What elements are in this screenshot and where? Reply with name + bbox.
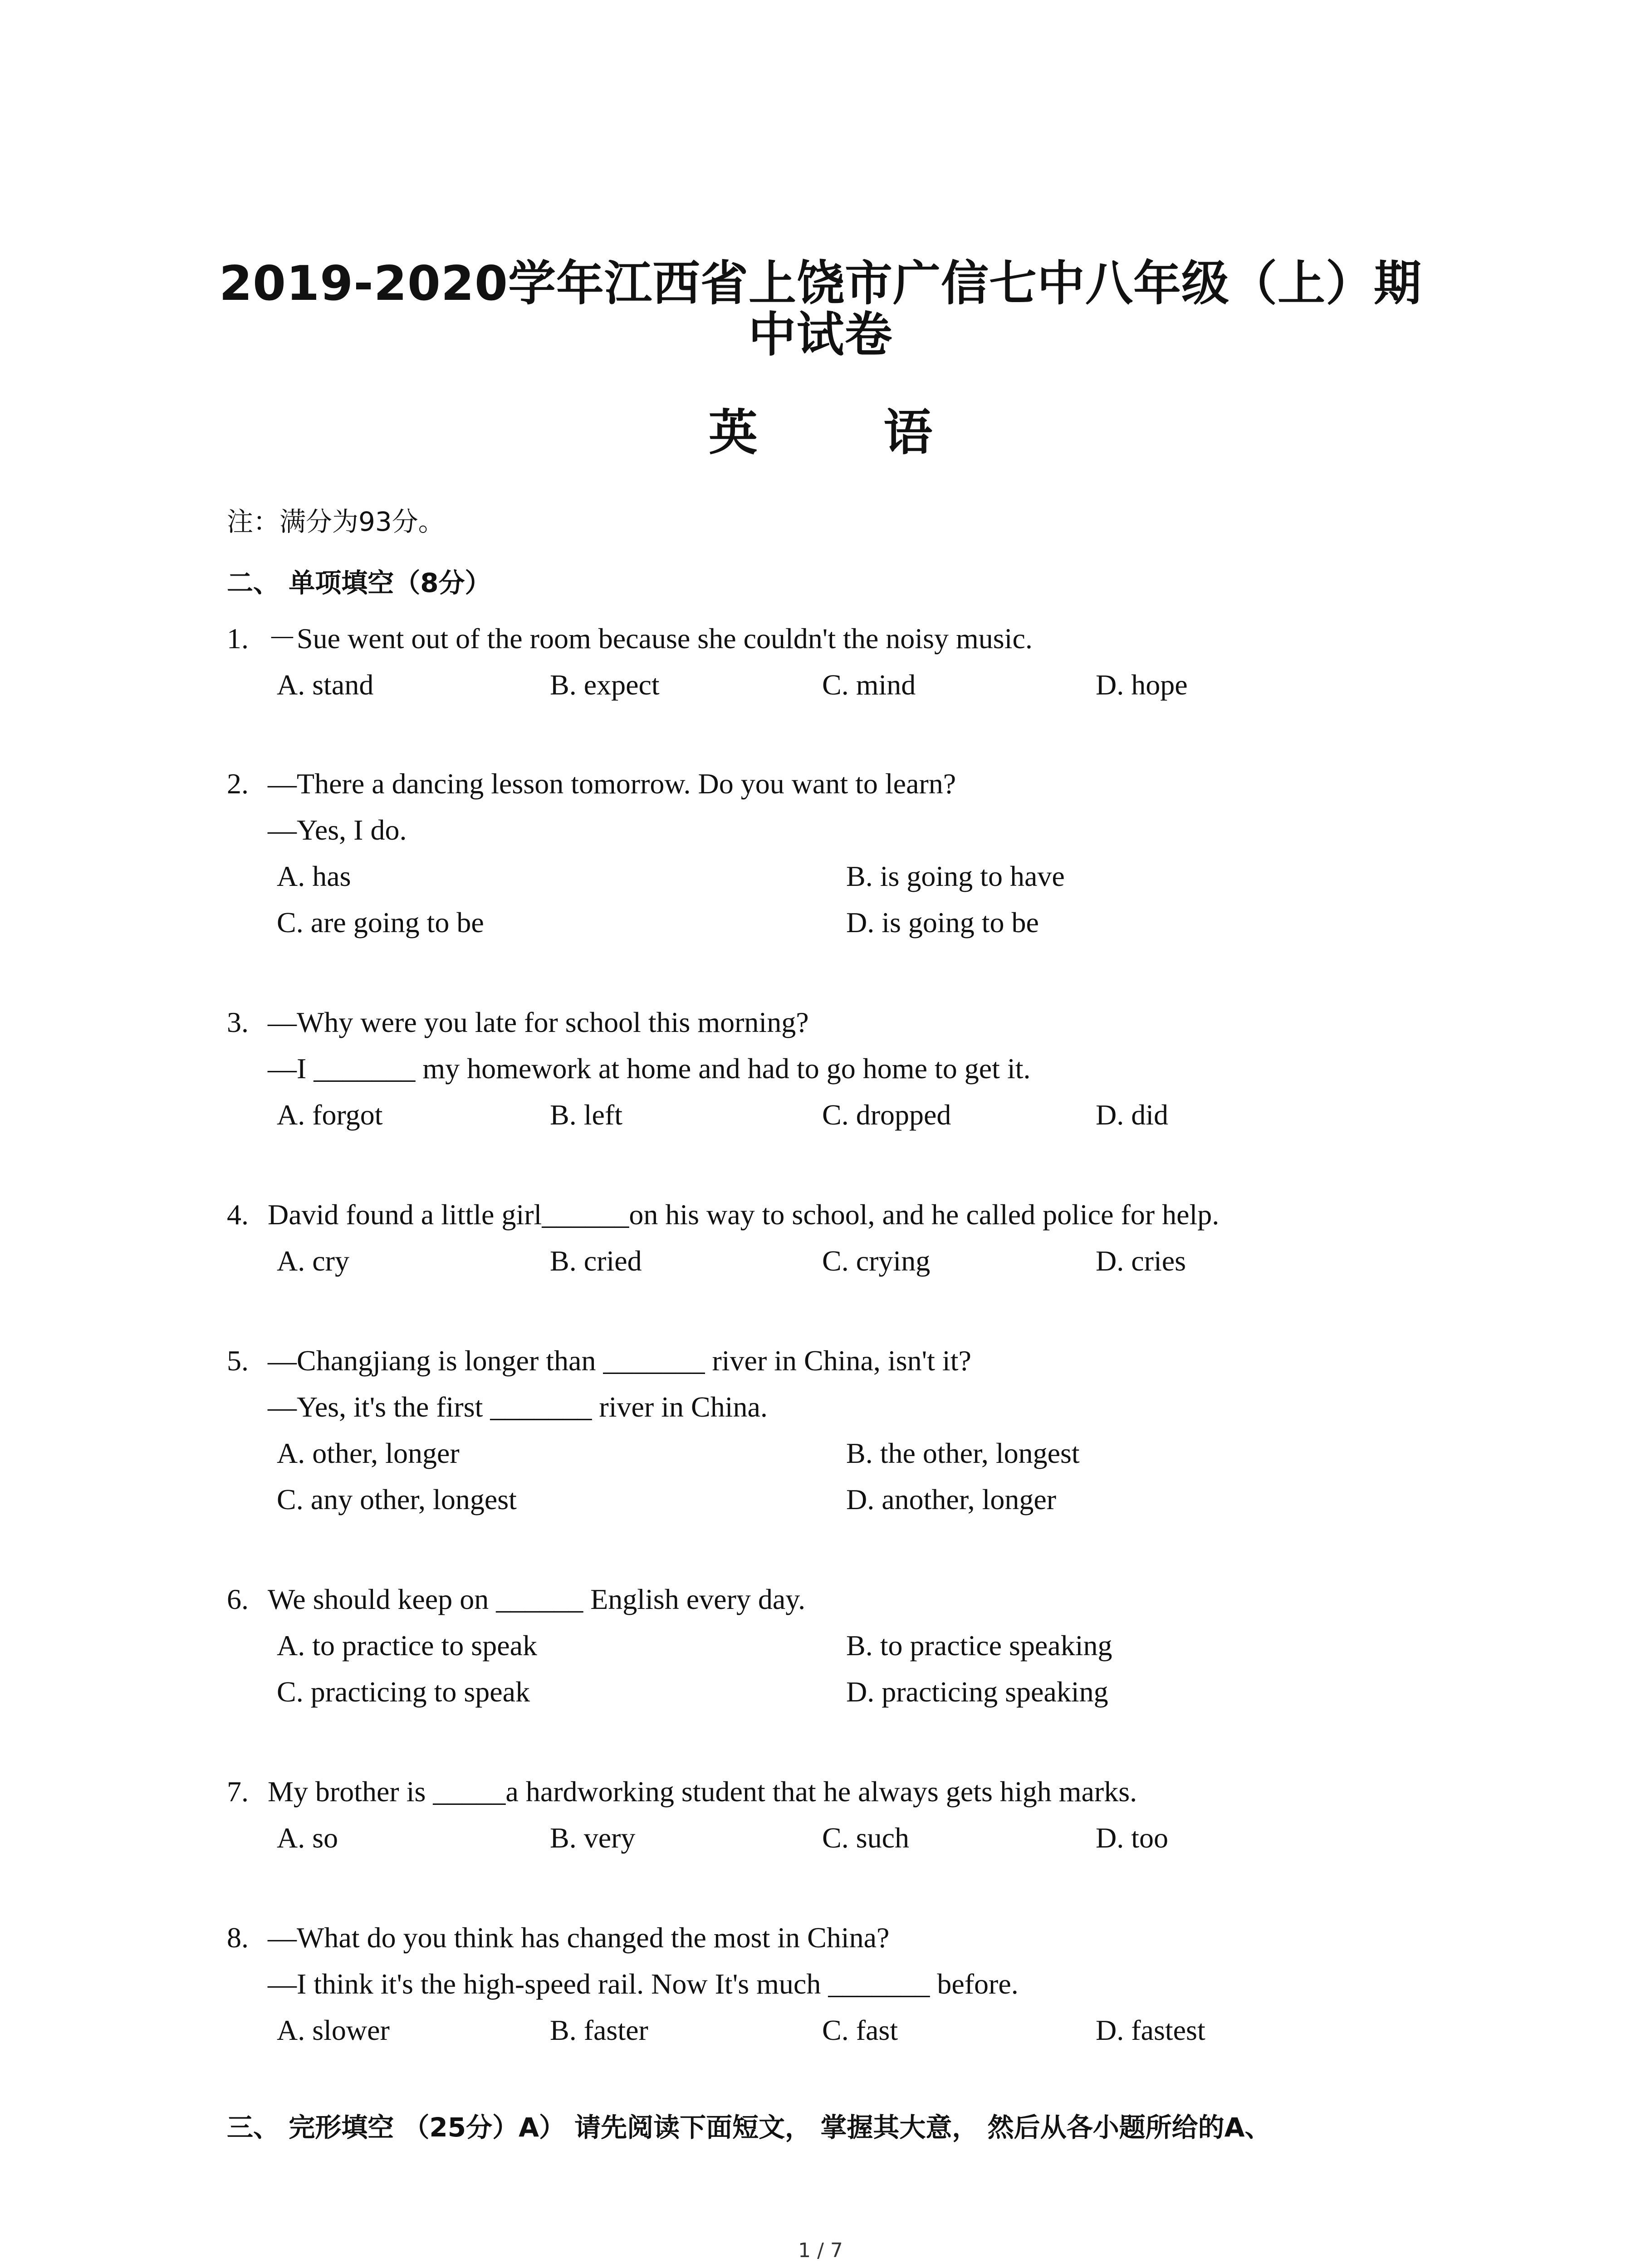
question-text: My brother is _____a hardworking student that he always gets high marks. xyxy=(268,1775,1137,1808)
question-6-stem xyxy=(227,1582,805,1617)
question-4-option-a[interactable]: A. cry xyxy=(277,1245,349,1277)
document-title-line-2: 中试卷 xyxy=(748,307,893,362)
question-7-stem xyxy=(227,1774,1137,1809)
question-3-stem-line-2: —I _______ my homework at home and had to go home to get it. xyxy=(268,1052,1031,1085)
question-text: —Why were you late for school this morning? xyxy=(268,1006,809,1038)
question-2-option-c[interactable]: C. are going to be xyxy=(277,906,484,938)
question-1-option-b[interactable]: B. expect xyxy=(550,669,660,701)
question-text: －Sue went out of the room because she couldn't the noisy music. xyxy=(268,622,1033,655)
question-4-stem xyxy=(227,1198,1219,1232)
question-4-option-c[interactable]: C. crying xyxy=(822,1245,931,1277)
question-8-option-a[interactable]: A. slower xyxy=(277,2014,390,2046)
subject-title: 英 语 xyxy=(708,405,987,461)
section-heading-cloze: 三、 完形填空 （25分）A） 请先阅读下面短文， 掌握其大意， 然后从各小题所给的A、 xyxy=(227,2112,1271,2143)
question-2-option-d[interactable]: D. is going to be xyxy=(846,906,1039,938)
question-number: 8. xyxy=(227,1921,249,1954)
question-8-stem-line-2: —I think it's the high-speed rail. Now It's much _______ before. xyxy=(268,1968,1019,2000)
question-number: 7. xyxy=(227,1775,249,1808)
question-1-option-a[interactable]: A. stand xyxy=(277,669,374,701)
question-text: We should keep on ______ English every day. xyxy=(268,1583,806,1615)
question-1-option-c[interactable]: C. mind xyxy=(822,669,916,701)
question-3-option-b[interactable]: B. left xyxy=(550,1099,622,1131)
question-6-option-d[interactable]: D. practicing speaking xyxy=(846,1676,1108,1708)
question-3-option-d[interactable]: D. did xyxy=(1096,1099,1168,1131)
question-5-option-b[interactable]: B. the other, longest xyxy=(846,1437,1080,1469)
question-1-option-d[interactable]: D. hope xyxy=(1096,669,1188,701)
question-5-stem-line-2: —Yes, it's the first _______ river in China. xyxy=(268,1391,768,1423)
question-3-option-a[interactable]: A. forgot xyxy=(277,1099,383,1131)
question-8-option-d[interactable]: D. fastest xyxy=(1096,2014,1205,2046)
question-text: —There a dancing lesson tomorrow. Do you want to learn? xyxy=(268,767,956,800)
question-number: 5. xyxy=(227,1344,249,1377)
question-4-option-d[interactable]: D. cries xyxy=(1096,1245,1186,1277)
question-2-option-b[interactable]: B. is going to have xyxy=(846,860,1065,892)
question-text: —Changjiang is longer than _______ river in China, isn't it? xyxy=(268,1344,971,1377)
question-6-option-b[interactable]: B. to practice speaking xyxy=(846,1629,1112,1662)
question-number: 3. xyxy=(227,1006,249,1038)
page-number: 1 / 7 xyxy=(798,2239,843,2262)
question-7-option-d[interactable]: D. too xyxy=(1096,1822,1168,1854)
section-heading-single-choice: 二、 单项填空（8分） xyxy=(227,567,491,598)
question-7-option-c[interactable]: C. such xyxy=(822,1822,909,1854)
question-7-option-b[interactable]: B. very xyxy=(550,1822,636,1854)
question-5-stem xyxy=(227,1344,971,1378)
question-5-option-a[interactable]: A. other, longer xyxy=(277,1437,460,1469)
question-1-stem xyxy=(227,621,1033,656)
document-title-line-1: 2019-2020学年江西省上饶市广信七中八年级（上）期 xyxy=(219,256,1422,311)
question-3-option-c[interactable]: C. dropped xyxy=(822,1099,951,1131)
question-5-option-c[interactable]: C. any other, longest xyxy=(277,1483,517,1515)
question-6-option-c[interactable]: C. practicing to speak xyxy=(277,1676,530,1708)
question-2-stem xyxy=(227,767,956,801)
question-3-stem xyxy=(227,1005,809,1040)
score-note: 注：满分为93分。 xyxy=(227,506,445,537)
question-6-option-a[interactable]: A. to practice to speak xyxy=(277,1629,537,1662)
question-number: 1. xyxy=(227,622,249,655)
question-8-stem xyxy=(227,1921,889,1955)
question-7-option-a[interactable]: A. so xyxy=(277,1822,338,1854)
question-number: 4. xyxy=(227,1198,249,1231)
question-2-stem-line-2: —Yes, I do. xyxy=(268,814,407,846)
question-2-option-a[interactable]: A. has xyxy=(277,860,351,892)
question-number: 2. xyxy=(227,767,249,800)
question-number: 6. xyxy=(227,1583,249,1615)
question-8-option-c[interactable]: C. fast xyxy=(822,2014,898,2046)
question-5-option-d[interactable]: D. another, longer xyxy=(846,1483,1057,1515)
question-4-option-b[interactable]: B. cried xyxy=(550,1245,642,1277)
question-8-option-b[interactable]: B. faster xyxy=(550,2014,648,2046)
question-text: David found a little girl______on his way to school, and he called police for help. xyxy=(268,1198,1220,1231)
question-text: —What do you think has changed the most in China? xyxy=(268,1921,890,1954)
